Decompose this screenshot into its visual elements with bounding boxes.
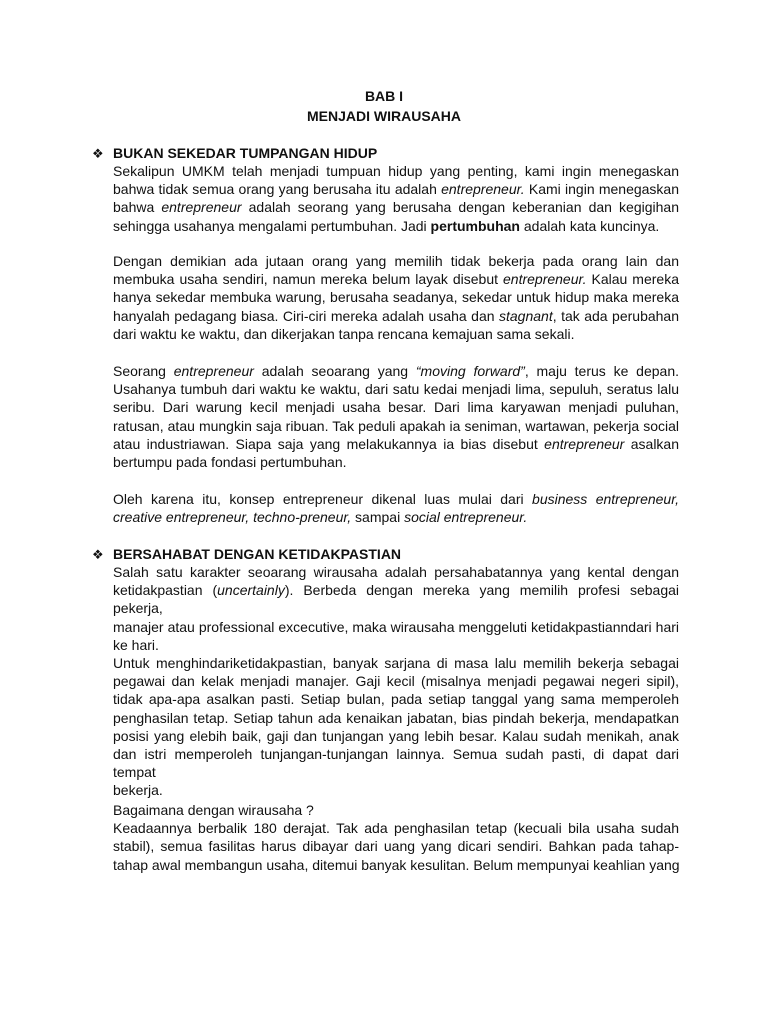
text-line: tidak apa-apa asalkan pasti. Setiap bulan, pada setiap tanggal yang sama memperoleh bbox=[113, 691, 679, 708]
section-heading-text: BERSAHABAT DENGAN KETIDAKPASTIAN bbox=[113, 546, 402, 562]
text-line: tahap awal membangun usaha, ditemui banyak kesulitan. Belum mempunyai keahlian yang bbox=[113, 856, 680, 873]
text-line: seribu. Dari warung kecil menjadi usaha besar. Dari lima karyawan menjadi puluhan, bbox=[113, 399, 679, 416]
section-heading-text: BUKAN SEKEDAR TUMPANGAN HIDUP bbox=[113, 145, 378, 161]
text-line: Untuk menghindariketidakpastian, banyak sarjana di masa lalu memilih bekerja sebagai bbox=[113, 655, 679, 671]
text-line: manajer atau professional excecutive, maka wirausaha menggeluti ketidakpastianndari hari bbox=[113, 618, 679, 635]
text-line: posisi yang elebih baik, gaji dan tunjangan yang lebih besar. Kalau sudah menikah, anak bbox=[113, 727, 679, 744]
paragraph bbox=[113, 162, 679, 235]
text-line: ketidakpastian (uncertainly). Berbeda dengan mereka yang memilih profesi sebagai pekerja, bbox=[113, 582, 679, 617]
diamond-bullet-icon: ❖ bbox=[92, 146, 104, 161]
text-line: dan istri memperoleh tunjangan-tunjangan lainnya. Semua sudah pasti, di dapat dari tempat bbox=[113, 746, 679, 781]
text-line: ratusan, atau mungkin saja ribuan. Tak peduli apakah ia seniman, wartawan, pekerja social bbox=[113, 417, 679, 434]
text-line: creative entrepreneur, techno-preneur, sampai social entrepreneur. bbox=[113, 509, 528, 526]
paragraph bbox=[113, 801, 679, 874]
paragraph bbox=[113, 362, 679, 471]
text-line: pegawai dan kelak menjadi manajer. Gaji kecil (misalnya menjadi pegawai negeri sipil), bbox=[113, 673, 679, 690]
diamond-bullet-icon: ❖ bbox=[92, 547, 104, 562]
chapter-number: BAB I bbox=[364, 88, 404, 104]
text-line: Bagaimana dengan wirausaha ? bbox=[113, 802, 314, 818]
section-heading-2 bbox=[92, 545, 692, 564]
text-line: Dengan demikian ada jutaan orang yang memilih tidak bekerja pada orang lain dan bbox=[113, 253, 679, 269]
text-line: hanya sekedar membuka warung, berusaha seadanya, sekedar untuk hidup maka mereka bbox=[113, 289, 679, 306]
section-heading-1 bbox=[92, 144, 692, 163]
text-line: Usahanya tumbuh dari waktu ke waktu, dari satu kedai menjadi lima, sepuluh, seratus lalu bbox=[113, 381, 679, 398]
text-line: Salah satu karakter seoarang wirausaha adalah persahabatannya yang kental dengan bbox=[113, 564, 679, 580]
text-line: Seorang entrepreneur adalah seoarang yang “moving forward”, maju terus ke depan. bbox=[113, 363, 679, 379]
text-line: Keadaannya berbalik 180 derajat. Tak ada penghasilan tetap (kecuali bila usaha sudah bbox=[113, 820, 679, 837]
text-line: Sekalipun UMKM telah menjadi tumpuan hidup yang penting, kami ingin menegaskan bbox=[113, 163, 679, 179]
text-line: penghasilan tetap. Setiap tahun ada kenaikan jabatan, bias pindah bekerja, mendapatkan bbox=[113, 709, 679, 726]
text-line: stabil), semua fasilitas harus dibayar dari uang yang dicari sendiri. Bahkan pada tahap- bbox=[113, 838, 679, 855]
text-line: bertumpu pada fondasi pertumbuhan. bbox=[113, 454, 347, 471]
paragraph bbox=[113, 654, 679, 800]
text-line: Oleh karena itu, konsep entrepreneur dikenal luas mulai dari business entrepreneur, bbox=[113, 491, 679, 507]
text-line: dari waktu ke waktu, dan dikerjakan tanpa rencana kemajuan sama sekali. bbox=[113, 325, 575, 342]
text-line: bahwa tidak semua orang yang berusaha itu adalah entrepreneur. Kami ingin menegaskan bbox=[113, 181, 680, 198]
paragraph bbox=[113, 563, 679, 654]
chapter-title: MENJADI WIRAUSAHA bbox=[307, 108, 461, 124]
text-line: sehingga usahanya mengalami pertumbuhan. Jadi pertumbuhan adalah kata kuncinya. bbox=[113, 217, 660, 234]
text-line: hanyalah pedagang biasa. Ciri-ciri mereka adalah usaha dan stagnant, tak ada perubahan bbox=[113, 307, 680, 324]
text-line: atau industriawan. Siapa saja yang melakukannya ia bias disebut entrepreneur asalkan bbox=[113, 435, 679, 452]
text-line: bekerja. bbox=[113, 782, 163, 799]
paragraph bbox=[113, 252, 679, 343]
paragraph bbox=[113, 490, 679, 526]
text-line: bahwa entrepreneur adalah seorang yang berusaha dengan keberanian dan kegigihan bbox=[113, 199, 679, 216]
text-line: membuka usaha sendiri, namun mereka belum layak disebut entrepreneur. Kalau mereka bbox=[113, 271, 679, 288]
text-line: ke hari. bbox=[113, 636, 159, 653]
